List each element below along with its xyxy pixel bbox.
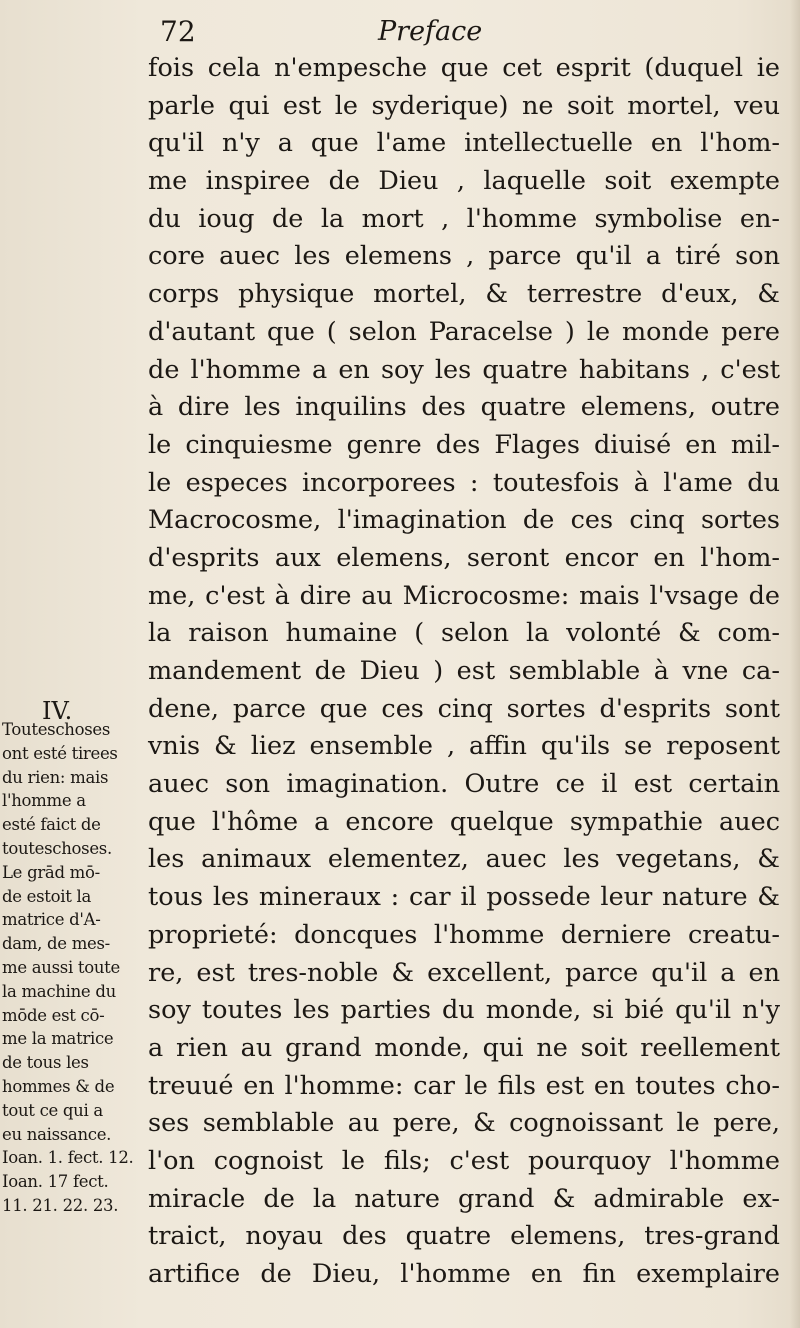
text-line: artifice de Dieu, l'homme en fin exemplaire bbox=[148, 1259, 780, 1289]
margin-note-line: dam, de mes- bbox=[2, 934, 110, 954]
text-line: corps physique mortel, & terrestre d'eux, & bbox=[148, 279, 780, 310]
page-number: 72 bbox=[160, 15, 196, 48]
text-line: l'on cognoist le fils; c'est pourquoy l'homme bbox=[148, 1145, 780, 1176]
text-line: de l'homme a en soy les quatre habitans , c'est bbox=[148, 354, 780, 385]
margin-note-line: esté faict de bbox=[2, 815, 101, 835]
margin-note-line: touteschoses. bbox=[2, 838, 112, 858]
text-line: dene, parce que ces cinq sortes d'esprits sont bbox=[148, 693, 780, 724]
text-line: d'autant que ( selon Paracelse ) le monde pere bbox=[148, 316, 780, 347]
text-line: tous les mineraux : car il possede leur nature & bbox=[148, 882, 780, 913]
margin-note-line: de estoit la bbox=[2, 886, 92, 906]
text-line: me, c'est à dire au Microcosme: mais l'vsage de bbox=[148, 580, 780, 611]
margin-note-line: la machine du bbox=[2, 981, 116, 1001]
text-line: ses semblable au pere, & cognoissant le pere, bbox=[148, 1108, 780, 1139]
text-line: re, est tres-noble & excellent, parce qu'il a en bbox=[148, 957, 780, 988]
text-line: les animaux elementez, auec les vegetans, & bbox=[148, 844, 780, 875]
main-text-block bbox=[148, 50, 780, 1294]
text-line: vnis & liez ensemble , affin qu'ils se reposent bbox=[148, 731, 780, 762]
page-header bbox=[160, 14, 720, 50]
text-line: me inspiree de Dieu , laquelle soit exempte bbox=[148, 166, 780, 197]
running-head: Preface bbox=[378, 16, 483, 47]
text-line: fois cela n'empesche que cet esprit (duquel ie bbox=[148, 53, 780, 83]
text-line: traict, noyau des quatre elemens, tres-grand bbox=[148, 1221, 780, 1252]
margin-note-line: mōde est cō- bbox=[2, 1005, 105, 1025]
margin-note-line: eu naissance. bbox=[2, 1124, 112, 1144]
text-line: treuué en l'homme: car le fils est en toutes cho- bbox=[148, 1070, 780, 1101]
margin-note-line: Le grād mō- bbox=[2, 862, 100, 882]
margin-note-line: tout ce qui a bbox=[2, 1100, 103, 1120]
text-line: parle qui est le syderique) ne soit mortel, veu bbox=[148, 90, 780, 121]
text-line: Macrocosme, l'imagination de ces cinq sortes bbox=[148, 505, 780, 536]
text-line: le especes incorporees : toutesfois à l'ame du bbox=[148, 467, 780, 498]
margin-note-line: ont esté tirees bbox=[2, 743, 118, 763]
margin-note-line: l'homme a bbox=[2, 791, 86, 811]
text-line: miracle de la nature grand & admirable ex- bbox=[148, 1183, 780, 1214]
margin-note-line: Ioan. 1. fect. 12. bbox=[2, 1148, 134, 1168]
page-edge-shadow bbox=[790, 0, 800, 1328]
margin-notes bbox=[2, 718, 152, 1218]
margin-section-number: IV. bbox=[42, 697, 73, 725]
text-line: le cinquiesme genre des Flages diuisé en mil- bbox=[148, 429, 780, 460]
margin-note-line: de tous les bbox=[2, 1053, 89, 1073]
margin-note-line: du rien: mais bbox=[2, 767, 109, 787]
text-line: d'esprits aux elemens, seront encor en l'hom- bbox=[148, 542, 780, 573]
margin-note-line: 11. 21. 22. 23. bbox=[2, 1195, 119, 1215]
text-line: soy toutes les parties du monde, si bié qu'il n'y bbox=[148, 995, 780, 1026]
text-line: core auec les elemens , parce qu'il a tiré son bbox=[148, 241, 780, 272]
text-line: la raison humaine ( selon la volonté & com- bbox=[148, 618, 780, 649]
text-line: qu'il n'y a que l'ame intellectuelle en l'hom- bbox=[148, 128, 780, 159]
text-line: a rien au grand monde, qui ne soit reellement bbox=[148, 1032, 780, 1063]
margin-note-line: matrice d'A- bbox=[2, 910, 101, 930]
text-line: que l'hôme a encore quelque sympathie auec bbox=[148, 806, 780, 837]
margin-note-line: me la matrice bbox=[2, 1029, 114, 1049]
text-line: auec son imagination. Outre ce il est certain bbox=[148, 769, 780, 800]
text-line: mandement de Dieu ) est semblable à vne ca- bbox=[148, 656, 780, 686]
margin-note-line: hommes & de bbox=[2, 1076, 115, 1096]
text-line: à dire les inquilins des quatre elemens, outre bbox=[148, 392, 780, 423]
margin-note-line: Ioan. 17 fect. bbox=[2, 1172, 109, 1192]
text-line: du ioug de la mort , l'homme symbolise en- bbox=[148, 203, 780, 234]
text-line: proprieté: doncques l'homme derniere creatu- bbox=[148, 919, 780, 950]
margin-note-line: Touteschoses bbox=[2, 720, 111, 739]
margin-note-line: me aussi toute bbox=[2, 957, 120, 977]
